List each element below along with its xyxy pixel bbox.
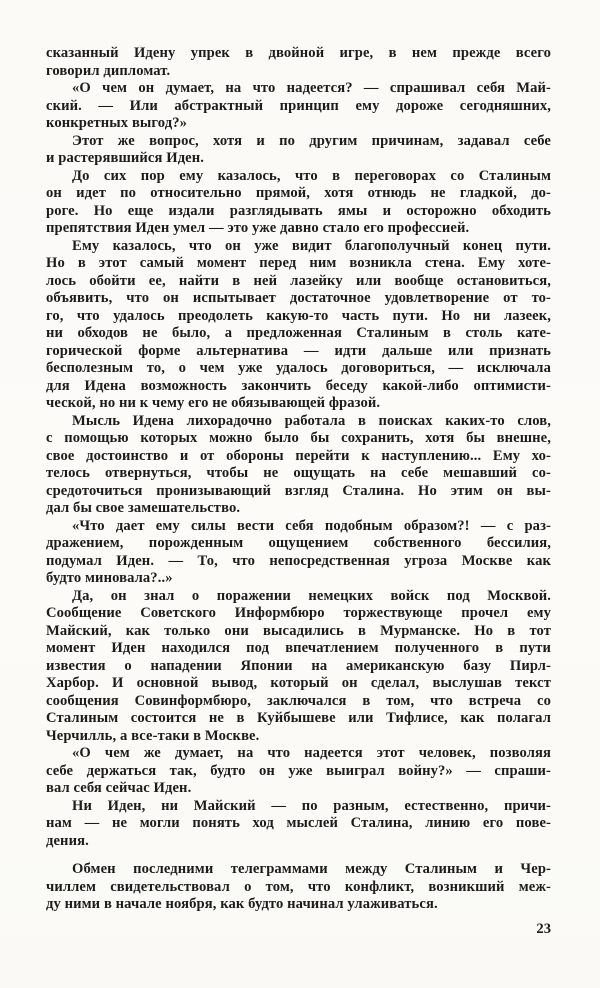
paragraph — [46, 413, 551, 518]
text-line: дал бы свое замешательство. — [46, 500, 241, 516]
paragraph — [46, 168, 551, 238]
text-line: Этот же вопрос, хотя и по другим причинам, задавал себе — [72, 132, 551, 149]
text-line: Сталиным состоится не в Куйбышеве или Тифлисе, как полагал — [46, 710, 551, 726]
page-number: 23 — [536, 921, 551, 937]
paragraph — [46, 45, 551, 80]
text-line: будто миновала?..» — [46, 570, 173, 586]
text-line: «О чем же думает, на что надеется этот человек, позволяя — [72, 745, 551, 761]
paragraph — [46, 745, 551, 798]
text-line: Обмен последними телеграммами между Сталиным и Чер- — [72, 861, 551, 877]
text-line: телось отвернуться, чтобы не ощущать на себе мешавший со- — [46, 465, 551, 481]
text-line: ческой, но ни к чему его не обязывающей фразой. — [46, 395, 381, 411]
text-line: ду ними в начале ноября, как будто начинал улаживаться. — [46, 896, 438, 912]
paragraph — [46, 588, 551, 746]
text-line: Но в этот самый момент перед ним возникла стена. Ему хоте- — [46, 255, 551, 271]
paragraph — [46, 518, 551, 588]
text-line: и растерявшийся Иден. — [46, 150, 205, 166]
text-line: он идет по относительно прямой, хотя отнюдь не гладкой, до- — [46, 185, 551, 201]
text-line: Мысль Идена лихорадочно работала в поисках каких-то слов, — [72, 412, 551, 429]
text-line: Сообщение Советского Информбюро торжествующе прочел ему — [46, 605, 551, 621]
paragraph — [46, 80, 551, 133]
text-line: сообщения Совинформбюро, заключался в том, что встреча со — [46, 692, 551, 709]
paragraph — [46, 238, 551, 413]
text-line: нам — не могли понять ход мыслей Сталина, линию его пове- — [46, 815, 551, 831]
text-line: для Идена возможность закончить беседу какой-либо оптимисти- — [46, 377, 551, 394]
paragraph — [46, 861, 551, 914]
text-line: лось обойти ее, найти в ней лазейку или вообще остановиться, — [46, 272, 551, 289]
text-line: роге. Но еще издали разглядывать ямы и осторожно обходить — [46, 202, 551, 219]
text-line: Майский, как только они высадились в Мурманске. Но в тот — [46, 622, 551, 639]
text-line: средоточиться пронизывающий взгляд Сталина. Но этим он вы- — [46, 482, 551, 499]
text-line: с помощью которых можно было бы сохранить, хотя бы внешне, — [46, 430, 551, 446]
text-line: чиллем свидетельствовал о том, что конфликт, возникший меж- — [46, 878, 551, 895]
paragraph — [46, 798, 551, 851]
text-line: конкретных выгод?» — [46, 115, 188, 131]
text-line: дения. — [46, 832, 89, 849]
text-line: Черчилль, а все-таки в Москве. — [46, 727, 260, 744]
text-line: свое достоинство и от обороны перейти к наступлению... Ему хо- — [46, 447, 551, 464]
text-line: ский. — Или абстрактный принцип ему дороже сегодняшних, — [46, 97, 551, 114]
text-line: момент Иден находился под впечатлением полученного в пути — [46, 640, 551, 656]
page-text-block — [46, 45, 551, 914]
text-line: сказанный Идену упрек в двойной игре, в нем прежде всего — [46, 45, 551, 61]
text-line: Ему казалось, что он уже видит благополучный конец пути. — [72, 237, 551, 254]
text-line: бесполезным то, о чем уже удалось договориться, — исключала — [46, 360, 551, 376]
text-line: горической форме альтернатива — идти дальше или признать — [46, 342, 551, 359]
text-line: говорил дипломат. — [46, 62, 171, 79]
text-line: Харбор. И основной вывод, который он сделал, выслушав текст — [46, 675, 551, 691]
text-line: Да, он знал о поражении немецких войск под Москвой. — [72, 587, 551, 604]
text-line: препятствия Иден умел — это уже давно стало его профессией. — [46, 220, 470, 236]
text-line: Ни Иден, ни Майский — по разным, естественно, причи- — [72, 797, 551, 814]
text-line: «Что дает ему силы вести себя подобным образом?! — с раз- — [72, 517, 551, 534]
text-line: До сих пор ему казалось, что в переговорах со Сталиным — [72, 167, 551, 184]
text-line: вал себя сейчас Иден. — [46, 780, 192, 796]
text-line: ни обходов не было, а предложенная Сталиным в столь кате- — [46, 325, 551, 341]
paragraph — [46, 133, 551, 168]
text-line: себе держаться так, будто он уже выиграл войну?» — спраши- — [46, 762, 551, 779]
text-line: подумал Иден. — То, что непосредственная угроза Москве как — [46, 552, 551, 569]
text-line: дражением, порожденным ощущением собственного бессилия, — [46, 535, 551, 551]
text-line: «О чем он думает, на что надеется? — спрашивал себя Май- — [72, 80, 551, 96]
text-line: объявить, что он испытывает достаточное удовлетворение от то- — [46, 290, 551, 306]
text-line: известия о нападении Японии на американскую базу Пирл- — [46, 657, 551, 674]
text-line: го, что удалось преодолеть какую-то часть пути. Но ни лазеек, — [46, 307, 551, 324]
